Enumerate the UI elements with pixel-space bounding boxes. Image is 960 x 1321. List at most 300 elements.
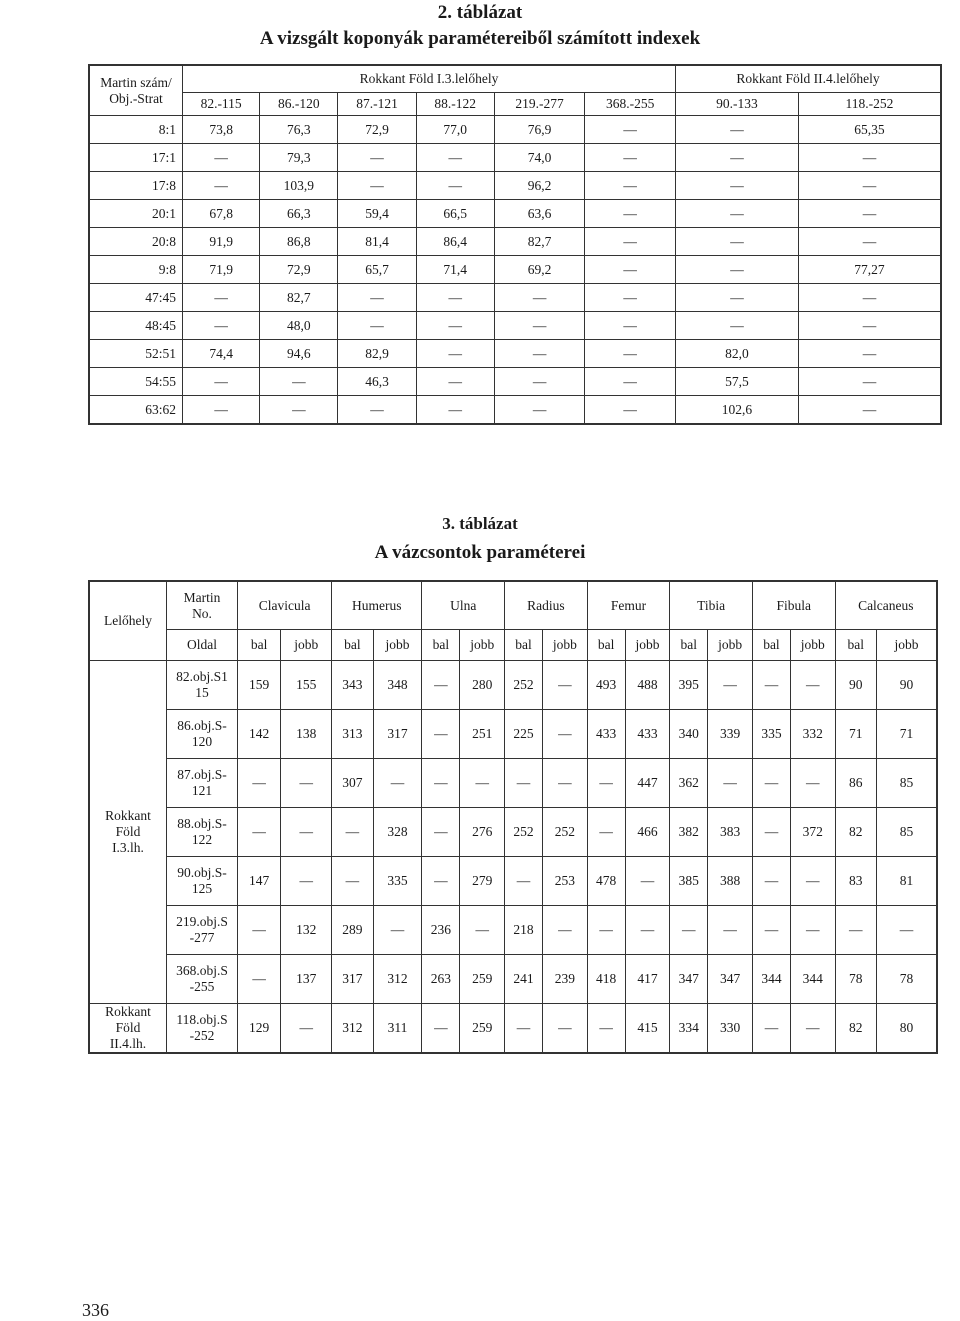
table3-cell: — [422,759,460,808]
table3-cell: — [373,759,422,808]
table3-cell: — [752,661,790,710]
table3-cell: 348 [373,661,422,710]
table3-cell: — [670,906,708,955]
table3-cell: 259 [460,955,505,1004]
table3-site-header: Lelőhely [89,581,167,661]
table3-cell: 85 [877,759,938,808]
table2-site-a: Rokkant Föld I.3.lelőhely [183,65,676,93]
table2-cell: — [183,172,260,200]
table2 [88,64,942,425]
page-number: 336 [82,1300,109,1320]
table2-cell: — [798,340,941,368]
table3-bone-header: Humerus [332,581,422,630]
table3-bone-header: Radius [505,581,588,630]
table2-cell: 72,9 [260,256,338,284]
table3-cell: — [752,759,790,808]
table2-cell: — [183,144,260,172]
table3-group-text: Rokkant [105,808,151,823]
table2-cell: — [585,256,676,284]
table3-cell: — [790,661,835,710]
table3-object-text: -255 [189,979,215,994]
table-row [89,1004,937,1054]
table2-row-label: 9:8 [89,256,183,284]
table2-cell: 102,6 [675,396,798,425]
table3-cell: — [752,1004,790,1054]
table3-object-text: 90.obj.S- [177,865,227,880]
table2-cell: — [798,312,941,340]
table3-cell: 253 [543,857,588,906]
table-row [89,284,941,312]
table3-cell: 252 [505,808,543,857]
table3-cell: 155 [281,661,332,710]
table2-cell: — [338,284,416,312]
table3-object-text: 122 [191,832,213,847]
table-row [89,144,941,172]
table2-cell: 74,0 [494,144,585,172]
table3-cell: 447 [625,759,670,808]
table3-cell: 317 [373,710,422,759]
table-row [89,759,937,808]
table2-corner-text: Martin szám/ [100,74,172,90]
table2-cell: 72,9 [338,116,416,144]
table3-martin-text: Martin [183,589,221,605]
table2-cell: — [416,144,494,172]
table3-bone-header: Fibula [752,581,835,630]
table2-cell: 73,8 [183,116,260,144]
table2-row-label: 47:45 [89,284,183,312]
table3-cell: 236 [422,906,460,955]
table2-cell: — [585,396,676,425]
table2-cell: — [494,340,585,368]
table2-cell: — [416,172,494,200]
table2-cell: — [416,368,494,396]
table2-cell: — [798,368,941,396]
table2-cell: — [338,144,416,172]
table3-cell: — [790,857,835,906]
table2-cell: — [183,312,260,340]
table3-cell: — [543,1004,588,1054]
table3-bone-header: Clavicula [238,581,332,630]
table-row [89,955,937,1004]
table3-cell: 433 [587,710,625,759]
table3-cell: — [238,759,281,808]
table3-side-right: jobb [460,630,505,661]
table3-cell: — [790,906,835,955]
table2-row-label: 17:8 [89,172,183,200]
table2-cell: 86,8 [260,228,338,256]
table3-martin-header [167,581,238,630]
table2-column-row [89,93,941,116]
table2-row-label: 17:1 [89,144,183,172]
table3-cell: — [543,710,588,759]
table3-cell: 335 [373,857,422,906]
table3-cell: 335 [752,710,790,759]
table3-cell: 90 [877,661,938,710]
table3-object-text: 82.obj.S1 [176,669,228,684]
table2-site-b: Rokkant Föld II.4.lelőhely [675,65,941,93]
table-row [89,808,937,857]
table3-cell: 372 [790,808,835,857]
table2-cell: — [798,284,941,312]
table3-cell: 82 [835,1004,876,1054]
table3-cell: 132 [281,906,332,955]
table3-group-text: Föld [115,824,141,839]
table3-object-text: 125 [191,881,213,896]
table3-group-text: II.4.lh. [109,1036,147,1051]
table3-group-text: Föld [115,1020,141,1035]
table3-cell: 252 [543,808,588,857]
table3-cell: — [708,906,753,955]
table3-cell: — [505,1004,543,1054]
table3-cell: 383 [708,808,753,857]
table2-cell: — [798,396,941,425]
table3-cell: — [543,759,588,808]
table3-cell: 129 [238,1004,281,1054]
table3-object-cell [167,857,238,906]
table3-side-right: jobb [281,630,332,661]
table3-cell: 344 [790,955,835,1004]
table3-cell: 478 [587,857,625,906]
table3-cell: 81 [877,857,938,906]
table3-group-b [89,1004,167,1054]
table3-cell: 259 [460,1004,505,1054]
table2-cell: — [585,172,676,200]
table2-cell: — [416,312,494,340]
table3-cell: — [625,857,670,906]
table3-cell: 241 [505,955,543,1004]
table3-cell: 388 [708,857,753,906]
table2-row-label: 52:51 [89,340,183,368]
table3-side-left: bal [670,630,708,661]
table3-side-left: bal [587,630,625,661]
table3-cell: — [505,759,543,808]
table-row [89,312,941,340]
table3-side-right: jobb [877,630,938,661]
table3-object-text: 86.obj.S- [177,718,227,733]
table3-side-right: jobb [543,630,588,661]
table2-header-row [89,65,941,93]
table3-side-right: jobb [790,630,835,661]
table2-cell: 96,2 [494,172,585,200]
table2-cell: — [585,368,676,396]
table3-cell: 142 [238,710,281,759]
table2-cell: 66,5 [416,200,494,228]
table3-cell: 347 [708,955,753,1004]
table3-cell: — [373,906,422,955]
table2-column-header: 90.-133 [675,93,798,116]
table2-cell: 82,9 [338,340,416,368]
table3-cell: 159 [238,661,281,710]
table3-side-left: bal [752,630,790,661]
table2-cell: 59,4 [338,200,416,228]
table2-cell: 103,9 [260,172,338,200]
table3-cell: — [543,906,588,955]
table2-cell: 67,8 [183,200,260,228]
table3-bone-header: Ulna [422,581,505,630]
table3-cell: — [281,759,332,808]
table2-cell: 77,27 [798,256,941,284]
table3-object-text: 121 [191,783,213,798]
table2-cell: — [183,368,260,396]
table3-cell: 395 [670,661,708,710]
table3-cell: — [281,808,332,857]
table3-cell: — [835,906,876,955]
table2-cell: — [798,144,941,172]
table2-cell: — [338,312,416,340]
table2-cell: — [585,228,676,256]
table2-cell: 69,2 [494,256,585,284]
table3-cell: 332 [790,710,835,759]
table-row [89,857,937,906]
table3-cell: 344 [752,955,790,1004]
table3-cell: — [790,1004,835,1054]
table2-cell: 77,0 [416,116,494,144]
table3-side-right: jobb [708,630,753,661]
table3-cell: — [422,857,460,906]
table2-cell: — [585,200,676,228]
table3-cell: 330 [708,1004,753,1054]
table2-cell: — [416,340,494,368]
table2-cell: — [675,256,798,284]
table-row [89,340,941,368]
table3-cell: 71 [835,710,876,759]
table2-cell: — [585,284,676,312]
table3-cell: 137 [281,955,332,1004]
table3-cell: 263 [422,955,460,1004]
table3-cell: 276 [460,808,505,857]
table2-row-label: 8:1 [89,116,183,144]
table3-cell: 334 [670,1004,708,1054]
table3-object-cell [167,759,238,808]
table3-object-text: 88.obj.S- [177,816,227,831]
table3-cell: — [422,1004,460,1054]
table3-cell: — [460,759,505,808]
table2-cell: — [183,284,260,312]
table2-cell: 76,9 [494,116,585,144]
table3-cell: — [332,857,373,906]
table3-cell: — [422,808,460,857]
table2-cell: — [585,144,676,172]
table3-cell: 312 [332,1004,373,1054]
table3 [88,580,938,1054]
table3-object-cell [167,710,238,759]
table2-cell: 65,35 [798,116,941,144]
table3-number: 3. táblázat [442,514,518,533]
table3-group-a [89,661,167,1004]
table3-object-text: 15 [195,685,209,700]
table2-cell: — [585,340,676,368]
table3-cell: — [708,661,753,710]
table3-cell: 311 [373,1004,422,1054]
table-row [89,906,937,955]
table2-row-label: 63:62 [89,396,183,425]
table3-object-text: -252 [189,1028,215,1043]
table2-cell: 71,4 [416,256,494,284]
table3-cell: 347 [670,955,708,1004]
table3-cell: 71 [877,710,938,759]
table3-cell: — [281,857,332,906]
table2-corner-text: Obj.-Strat [109,90,163,106]
table3-cell: 362 [670,759,708,808]
table3-cell: — [790,759,835,808]
table2-row-label: 48:45 [89,312,183,340]
table3-cell: 466 [625,808,670,857]
table3-cell: 313 [332,710,373,759]
table3-cell: 340 [670,710,708,759]
table2-cell: 65,7 [338,256,416,284]
table3-cell: 417 [625,955,670,1004]
table3-cell: — [752,857,790,906]
table3-cell: — [238,906,281,955]
table3-cell: 86 [835,759,876,808]
table3-side-right: jobb [373,630,422,661]
table3-object-cell [167,955,238,1004]
table3-cell: 218 [505,906,543,955]
table3-cell: — [877,906,938,955]
table2-cell: — [338,396,416,425]
table3-cell: — [752,906,790,955]
table3-object-cell [167,808,238,857]
table3-cell: — [238,808,281,857]
table3-cell: 343 [332,661,373,710]
table3-cell: — [460,906,505,955]
table3-object-cell [167,661,238,710]
table2-cell: — [675,312,798,340]
table2-cell: 46,3 [338,368,416,396]
table3-cell: 252 [505,661,543,710]
table-row [89,710,937,759]
table2-cell: — [798,228,941,256]
table3-cell: 80 [877,1004,938,1054]
table2-cell: — [416,284,494,312]
table3-cell: 239 [543,955,588,1004]
table2-cell: — [798,200,941,228]
table2-cell: 57,5 [675,368,798,396]
table-row [89,116,941,144]
table3-group-text: Rokkant [105,1004,151,1019]
table-row [89,256,941,284]
table3-cell: 279 [460,857,505,906]
table2-column-header: 118.-252 [798,93,941,116]
table3-object-cell [167,1004,238,1054]
table2-cell: — [585,116,676,144]
table3-side-label: Oldal [167,630,238,661]
table2-cell: — [675,284,798,312]
table2-caption: A vizsgált koponyák paramétereiből számított indexek [259,28,701,49]
table3-header-row [89,581,937,630]
table-row [89,661,937,710]
table2-cell: 76,3 [260,116,338,144]
table3-cell: — [543,661,588,710]
table2-cell: — [675,228,798,256]
table3-cell: — [587,808,625,857]
table2-cell: 63,6 [494,200,585,228]
table3-bone-header: Calcaneus [835,581,937,630]
table2-cell: 94,6 [260,340,338,368]
table3-cell: — [238,955,281,1004]
table3-cell: 280 [460,661,505,710]
table3-bone-header: Tibia [670,581,753,630]
table2-cell: — [338,172,416,200]
table3-cell: 488 [625,661,670,710]
table2-cell: — [494,368,585,396]
table3-cell: 138 [281,710,332,759]
table2-cell: — [675,144,798,172]
table3-cell: — [587,1004,625,1054]
table3-object-text: 118.obj.S [176,1012,228,1027]
table2-cell: — [260,368,338,396]
table3-object-text: 87.obj.S- [177,767,227,782]
table2-row-label: 54:55 [89,368,183,396]
table3-side-left: bal [835,630,876,661]
table2-cell: 66,3 [260,200,338,228]
table2-row-label: 20:8 [89,228,183,256]
table3-side-row [89,630,937,661]
table3-cell: 251 [460,710,505,759]
table3-cell: 317 [332,955,373,1004]
table2-cell: 82,7 [260,284,338,312]
table2-cell: — [416,396,494,425]
table2-cell: — [675,172,798,200]
table3-cell: 312 [373,955,422,1004]
table2-row-label: 20:1 [89,200,183,228]
table2-cell: — [798,172,941,200]
table3-cell: 83 [835,857,876,906]
table3-cell: — [752,808,790,857]
table3-group-text: I.3.lh. [112,840,144,855]
table3-cell: 78 [835,955,876,1004]
table-row [89,368,941,396]
table3-cell: 418 [587,955,625,1004]
table3-cell: 493 [587,661,625,710]
table-row [89,200,941,228]
table3-side-left: bal [332,630,373,661]
table-row [89,228,941,256]
table3-cell: — [281,1004,332,1054]
table3-cell: 328 [373,808,422,857]
table3-cell: 78 [877,955,938,1004]
table3-cell: 90 [835,661,876,710]
table2-cell: 86,4 [416,228,494,256]
table2-cell: — [585,312,676,340]
table3-object-text: 120 [191,734,213,749]
table2-column-header: 219.-277 [494,93,585,116]
table3-cell: — [332,808,373,857]
table2-cell: 71,9 [183,256,260,284]
table3-caption: A vázcsontok paraméterei [374,542,586,563]
table3-cell: 85 [877,808,938,857]
table3-cell: 385 [670,857,708,906]
table2-column-header: 368.-255 [585,93,676,116]
table3-cell: — [625,906,670,955]
table2-cell: — [675,200,798,228]
table2-cell: — [675,116,798,144]
table2-number: 2. táblázat [437,2,523,23]
table3-cell: — [505,857,543,906]
table2-cell: 48,0 [260,312,338,340]
table3-side-left: bal [505,630,543,661]
table3-cell: 339 [708,710,753,759]
table3-cell: 307 [332,759,373,808]
table3-cell: 82 [835,808,876,857]
table3-cell: 382 [670,808,708,857]
table-row [89,172,941,200]
table3-side-left: bal [238,630,281,661]
table3-cell: 433 [625,710,670,759]
table2-cell: 82,7 [494,228,585,256]
table2-cell: — [260,396,338,425]
table3-cell: 289 [332,906,373,955]
